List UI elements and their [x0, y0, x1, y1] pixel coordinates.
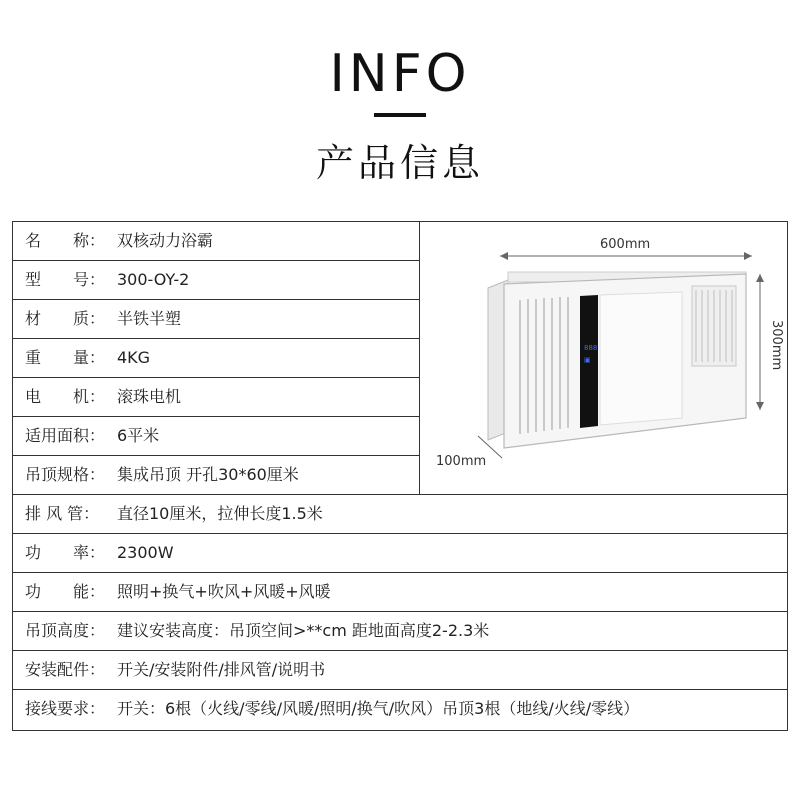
spec-value: 建议安装高度：吊顶空间>**cm 距地面高度2-2.3米: [117, 621, 490, 640]
product-image-cell: [419, 222, 787, 495]
svg-text:▣: ▣: [584, 356, 591, 364]
spec-value: 双核动力浴霸: [117, 231, 214, 250]
width-dimension-label: 600mm: [600, 237, 651, 252]
svg-text:888: 888: [584, 344, 598, 352]
spec-value: 直径10厘米，拉伸长度1.5米: [117, 504, 323, 523]
spec-value: 开关/安装附件/排风管/说明书: [117, 660, 326, 679]
spec-value: 4KG: [117, 348, 151, 367]
spec-label: 适用面积：: [25, 426, 106, 445]
spec-label: 吊顶规格：: [25, 465, 106, 484]
spec-value: 半铁半塑: [117, 309, 182, 328]
spec-value: 300-OY-2: [117, 270, 190, 289]
title-divider: [374, 113, 426, 117]
spec-row-area: [13, 417, 419, 456]
page-subtitle: 产品信息: [315, 141, 484, 185]
spec-row-ceiling: [13, 456, 419, 495]
spec-row-wiring: [13, 690, 787, 730]
spec-label: 电 机：: [25, 387, 106, 406]
height-dimension-label: 300mm: [769, 320, 784, 371]
spec-row-height: [13, 612, 787, 651]
spec-label: 接线要求：: [25, 699, 106, 718]
page-title: INFO: [329, 44, 471, 104]
spec-value: 6平米: [117, 426, 160, 445]
spec-label: 材 质：: [25, 309, 106, 328]
depth-dimension-label: 100mm: [436, 454, 487, 469]
spec-value: 滚珠电机: [117, 387, 182, 406]
spec-value: 开关：6根（火线/零线/风暖/照明/换气/吹风）吊顶3根（地线/火线/零线）: [117, 699, 640, 718]
spec-row-function: [13, 573, 787, 612]
spec-row-weight: [13, 339, 419, 378]
spec-label: 排 风 管：: [25, 504, 100, 523]
spec-label: 吊顶高度：: [25, 621, 106, 640]
spec-row-motor: [13, 378, 419, 417]
spec-label: 功 率：: [25, 543, 106, 562]
spec-label: 功 能：: [25, 582, 106, 601]
spec-label: 重 量：: [25, 348, 106, 367]
spec-row-name: [13, 222, 419, 261]
spec-value: 集成吊顶 开孔30*60厘米: [117, 465, 299, 484]
spec-label: 安装配件：: [25, 660, 106, 679]
spec-value: 照明+换气+吹风+风暖+风暖: [117, 582, 331, 601]
spec-row-model: [13, 261, 419, 300]
spec-row-exhaust: [13, 495, 787, 534]
spec-row-accessories: [13, 651, 787, 690]
spec-row-material: [13, 300, 419, 339]
spec-label: 名 称：: [25, 231, 106, 250]
spec-table: [12, 221, 788, 731]
spec-value: 2300W: [117, 543, 174, 562]
spec-row-power: [13, 534, 787, 573]
spec-label: 型 号：: [25, 270, 106, 289]
